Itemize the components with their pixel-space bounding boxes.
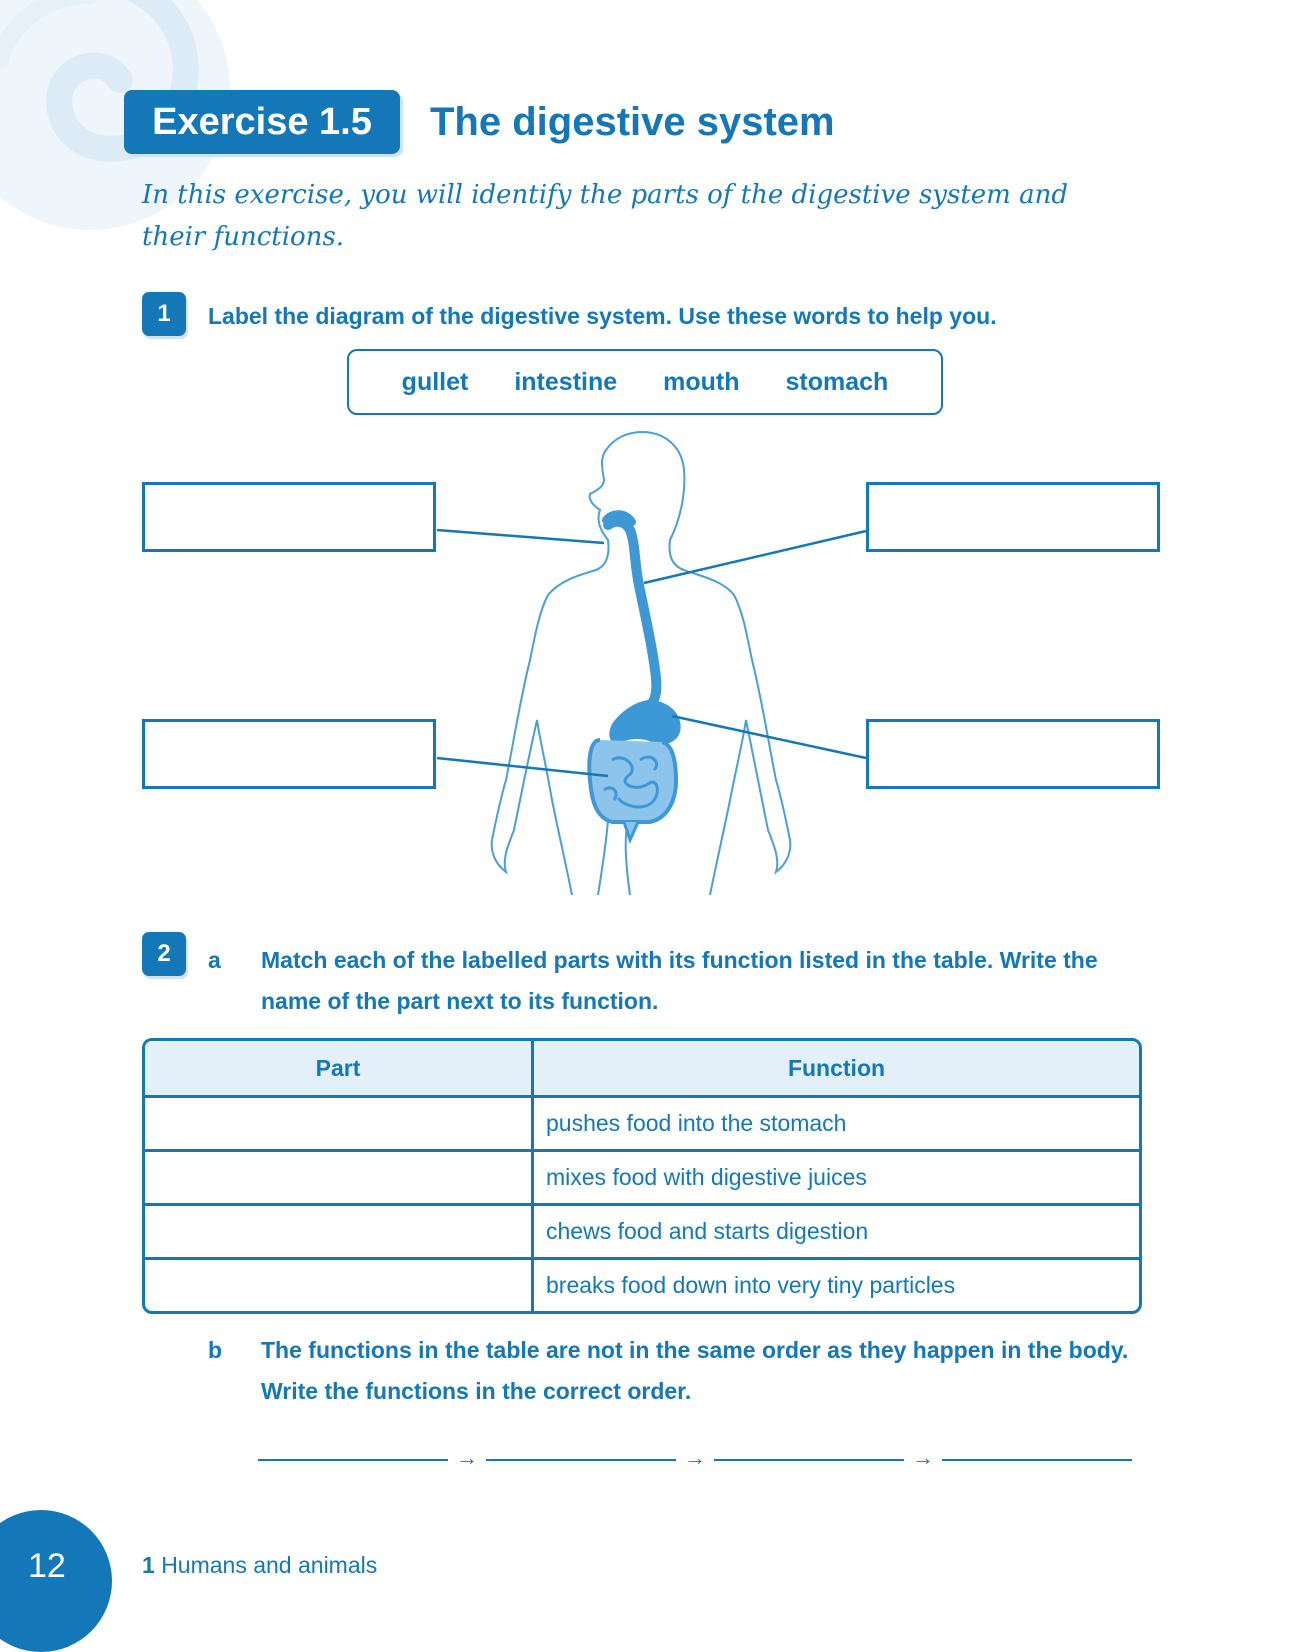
gullet-shape	[608, 522, 656, 705]
question-1-text: Label the diagram of the digestive system. Use these words to help you.	[208, 303, 997, 329]
arrow-right-icon: →	[456, 1445, 478, 1470]
answer-blank-4[interactable]	[942, 1459, 1132, 1461]
exercise-title: The digestive system	[430, 100, 835, 144]
intro-text: In this exercise, you will identify the parts of the digestive system and their functions.	[142, 180, 1068, 252]
table-row	[145, 1152, 1139, 1206]
leader-stomach	[672, 716, 866, 758]
word-gullet: gullet	[401, 367, 469, 396]
leader-gullet	[644, 531, 866, 583]
arrow-right-icon: →	[912, 1445, 934, 1470]
table-row	[145, 1206, 1139, 1260]
functions-table	[142, 1038, 1142, 1314]
word-intestine: intestine	[514, 367, 618, 396]
function-cell: mixes food with digestive juices	[534, 1152, 1139, 1206]
arrow-right-icon: →	[684, 1445, 706, 1470]
part-cell[interactable]	[145, 1260, 534, 1311]
question-1-number: 1	[142, 292, 186, 336]
function-cell: breaks food down into very tiny particles	[546, 1272, 956, 1298]
exercise-badge: Exercise 1.5	[124, 90, 400, 154]
order-sequence	[258, 1439, 1132, 1470]
stomach-shape	[609, 700, 680, 744]
footer-chapter	[142, 1552, 377, 1579]
question-2b-letter: b	[208, 1337, 223, 1363]
chapter-title: Humans and animals	[161, 1552, 378, 1578]
answer-blank-2[interactable]	[486, 1459, 676, 1461]
answer-blank-3[interactable]	[714, 1459, 904, 1461]
word-stomach: stomach	[785, 367, 889, 396]
intestine-shape	[589, 740, 676, 840]
header-part: Part	[145, 1041, 534, 1098]
label-box-gullet[interactable]	[866, 482, 1160, 552]
question-2a-text: Match each of the labelled parts with its function listed in the table. Write the name of the part next to its function.	[261, 947, 1098, 1014]
function-cell: pushes food into the stomach	[534, 1098, 1139, 1152]
answer-blank-1[interactable]	[258, 1459, 448, 1461]
function-cell: chews food and starts digestion	[534, 1206, 1139, 1260]
label-box-stomach[interactable]	[866, 719, 1160, 789]
leader-mouth	[437, 530, 604, 543]
part-cell[interactable]	[145, 1098, 534, 1152]
question-2-number: 2	[142, 932, 186, 976]
table-row	[145, 1098, 1139, 1152]
part-cell[interactable]	[145, 1206, 534, 1260]
part-cell[interactable]	[145, 1152, 534, 1206]
label-box-mouth[interactable]	[142, 482, 436, 552]
leader-intestine	[437, 758, 608, 776]
question-2b-text: The functions in the table are not in the same order as they happen in the body. Write the functions in the correct order.	[261, 1337, 1129, 1404]
chapter-number: 1	[142, 1552, 155, 1578]
page-number: 12	[0, 1510, 112, 1652]
table-row	[145, 1260, 1139, 1311]
word-mouth: mouth	[663, 367, 740, 396]
question-2a-letter: a	[208, 947, 221, 973]
label-box-intestine[interactable]	[142, 719, 436, 789]
header-function: Function	[534, 1041, 1139, 1098]
body-outline	[492, 432, 791, 895]
